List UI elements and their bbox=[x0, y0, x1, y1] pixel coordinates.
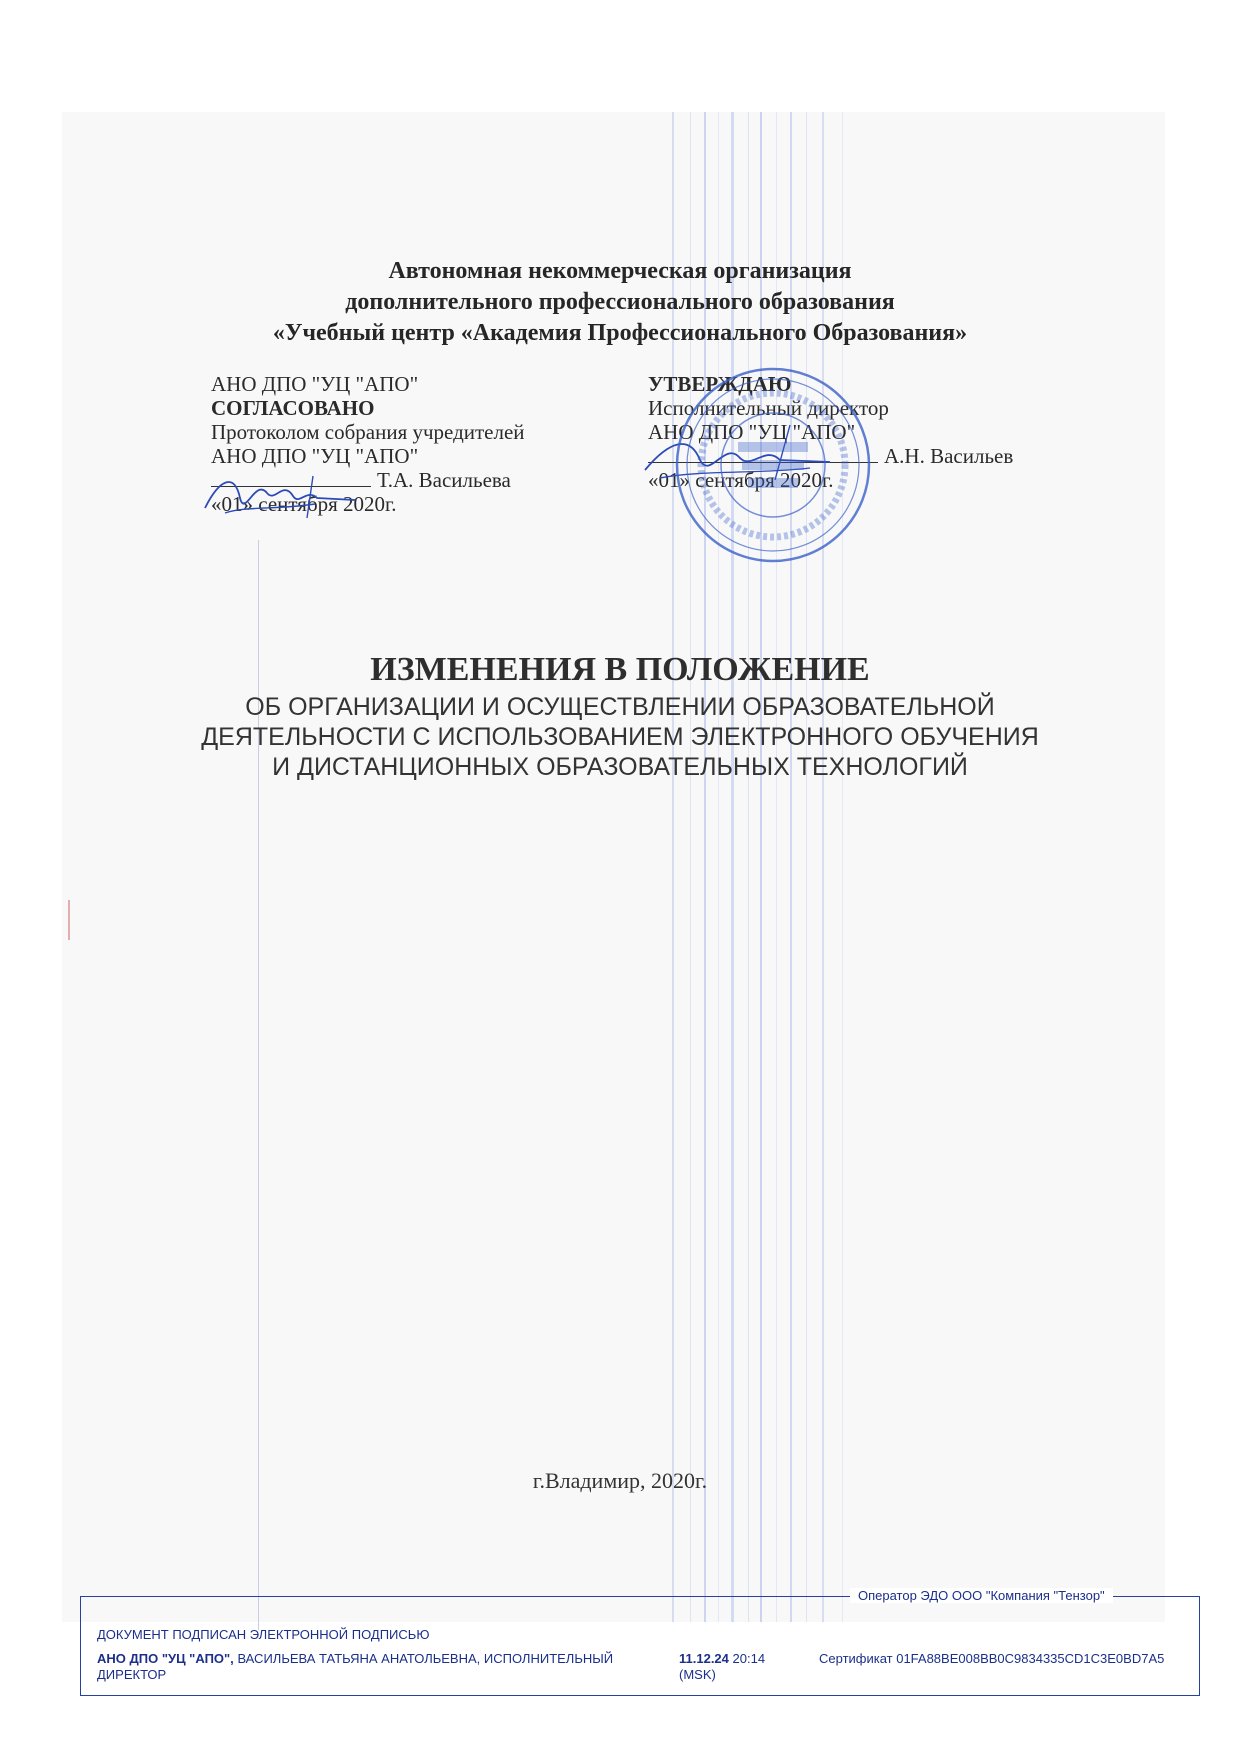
header-line-1: Автономная некоммерческая организация bbox=[388, 258, 852, 284]
esig-time: 20:14 bbox=[732, 1651, 766, 1666]
handwritten-signature-icon bbox=[195, 468, 365, 528]
esig-datetime bbox=[679, 1651, 789, 1683]
approved-date: «01» сентября 2020г. bbox=[648, 468, 834, 492]
agreed-label: СОГЛАСОВАНО bbox=[211, 396, 375, 420]
agreed-signer: Т.А. Васильева bbox=[377, 468, 511, 492]
esig-signer bbox=[97, 1651, 657, 1683]
approved-position: Исполнительный директор bbox=[648, 396, 889, 420]
edo-operator: Оператор ЭДО ООО "Компания "Тензор" bbox=[850, 1588, 1113, 1603]
subtitle-line-1: ОБ ОРГАНИЗАЦИИ И ОСУЩЕСТВЛЕНИИ ОБРАЗОВАТЕЛЬНОЙ bbox=[245, 693, 995, 721]
main-title: ИЗМЕНЕНИЯ В ПОЛОЖЕНИЕ bbox=[370, 651, 870, 688]
round-seal-icon bbox=[668, 360, 878, 570]
agreed-date: «01» сентября 2020г. bbox=[211, 492, 397, 516]
approved-label: УТВЕРЖДАЮ bbox=[648, 372, 792, 396]
approved-signer: А.Н. Васильев bbox=[884, 444, 1014, 468]
header-line-3: «Учебный центр «Академия Профессионального Образования» bbox=[272, 320, 968, 346]
electronic-signature-box bbox=[80, 1596, 1200, 1696]
document-title bbox=[0, 648, 1240, 782]
agreed-org: АНО ДПО "УЦ "АПО" bbox=[211, 372, 419, 396]
city-year: г.Владимир, 2020г. bbox=[532, 1468, 708, 1493]
organization-header bbox=[0, 256, 1240, 349]
approved-org: АНО ДПО "УЦ "АПО" bbox=[648, 420, 856, 444]
subtitle-line-2: ДЕЯТЕЛЬНОСТИ С ИСПОЛЬЗОВАНИЕМ ЭЛЕКТРОННОГО ОБУЧЕНИЯ bbox=[201, 723, 1039, 751]
header-line-2: дополнительного профессионального образования bbox=[345, 289, 895, 315]
scan-mark bbox=[68, 900, 70, 940]
agreed-protocol: Протоколом собрания учредителей bbox=[211, 420, 525, 444]
esig-heading: ДОКУМЕНТ ПОДПИСАН ЭЛЕКТРОННОЙ ПОДПИСЬЮ bbox=[97, 1627, 430, 1642]
subtitle-line-3: И ДИСТАНЦИОННЫХ ОБРАЗОВАТЕЛЬНЫХ ТЕХНОЛОГИЙ bbox=[272, 753, 968, 781]
esig-certificate: Сертификат 01FA88BE008BB0C9834335CD1C3E0BD7A5 bbox=[819, 1651, 1165, 1666]
agreed-org-2: АНО ДПО "УЦ "АПО" bbox=[211, 444, 419, 468]
esig-signer-name: ВАСИЛЬЕВА ТАТЬЯНА АНАТОЛЬЕВНА, ИСПОЛНИТЕЛЬНЫЙ ДИРЕКТОР bbox=[97, 1651, 614, 1682]
esig-timezone: (MSK) bbox=[679, 1667, 716, 1682]
esig-date: 11.12.24 bbox=[679, 1651, 729, 1666]
esig-signer-org: АНО ДПО "УЦ "АПО", bbox=[97, 1651, 234, 1666]
